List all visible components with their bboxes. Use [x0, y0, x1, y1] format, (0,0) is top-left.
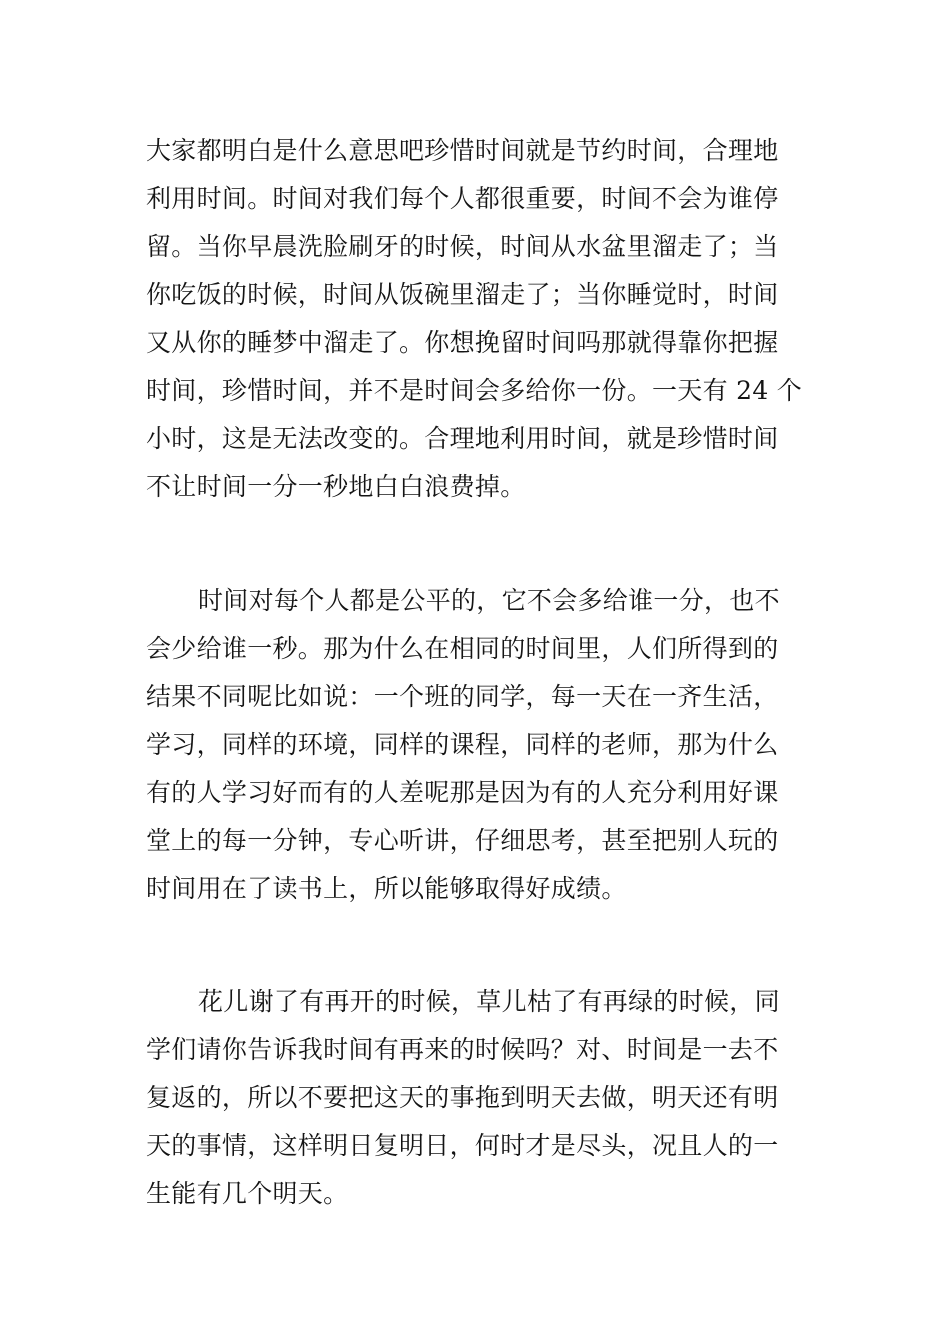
paragraph-2	[146, 577, 810, 913]
paragraph-line: 生能有几个明天。	[146, 1179, 349, 1208]
paragraph-line: 结果不同呢比如说：一个班的同学，每一天在一齐生活，	[146, 682, 779, 711]
paragraph-3	[146, 978, 810, 1218]
paragraph-line: 时间用在了读书上，所以能够取得好成绩。	[146, 874, 627, 903]
paragraph-line: 你吃饭的时候，时间从饭碗里溜走了；当你睡觉时，时间	[146, 280, 779, 309]
paragraph-line: 学习，同样的环境，同样的课程，同样的老师，那为什么	[146, 730, 779, 759]
paragraph-line: 留。当你早晨洗脸刷牙的时候，时间从水盆里溜走了；当	[146, 232, 779, 261]
paragraph-line: 时间，珍惜时间，并不是时间会多给你一份。一天有 24 个	[146, 376, 803, 405]
paragraph-line: 大家都明白是什么意思吧珍惜时间就是节约时间，合理地	[146, 136, 779, 165]
paragraph-line: 会少给谁一秒。那为什么在相同的时间里，人们所得到的	[146, 634, 779, 663]
paragraph-line: 学们请你告诉我时间有再来的时候吗？对、时间是一去不	[146, 1035, 779, 1064]
paragraph-line: 堂上的每一分钟，专心听讲，仔细思考，甚至把别人玩的	[146, 826, 779, 855]
paragraph-line: 不让时间一分一秒地白白浪费掉。	[146, 472, 526, 501]
paragraph-line: 小时，这是无法改变的。合理地利用时间，就是珍惜时间	[146, 424, 779, 453]
paragraph-line: 有的人学习好而有的人差呢那是因为有的人充分利用好课	[146, 778, 779, 807]
paragraph-line: 又从你的睡梦中溜走了。你想挽留时间吗那就得靠你把握	[146, 328, 779, 357]
paragraph-1	[146, 127, 810, 511]
paragraph-line: 花儿谢了有再开的时候，草儿枯了有再绿的时候，同	[198, 987, 780, 1016]
paragraph-line: 时间对每个人都是公平的，它不会多给谁一分，也不	[198, 586, 780, 615]
paragraph-line: 利用时间。时间对我们每个人都很重要，时间不会为谁停	[146, 184, 779, 213]
paragraph-line: 天的事情，这样明日复明日，何时才是尽头，况且人的一	[146, 1131, 779, 1160]
paragraph-line: 复返的，所以不要把这天的事拖到明天去做，明天还有明	[146, 1083, 779, 1112]
